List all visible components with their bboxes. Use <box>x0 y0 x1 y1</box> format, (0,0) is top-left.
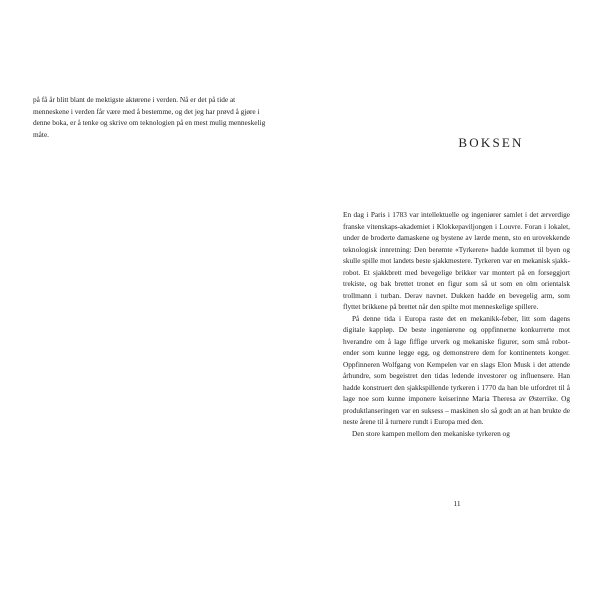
body-paragraph: Den store kampen mellom den mekaniske tyrkeren og <box>352 428 510 438</box>
body-paragraph: En dag i Paris i 1783 var intellektuelle og ingeniører samlet i det ærverdige franske vitenskaps-akademiet i Klokkepaviljongen i Louvre. Foran i lokalet, under de broderte damaskene og bystene av lærde menn, sto en urovekkende teknologisk innretning: Den berømte «Tyrkeren» hadde kommet til byen og skulle spille mot landets beste sjakkmestere. Tyrkeren var en mekanisk sjakk-robot. Et sjakkbrett med bevegelige brikker var montert på en forseggjort trekiste, og bak brettet tronet en figur som så ut som en olm orientalsk trollmann i turban. Derav navnet. Dukken hadde en bevegelig arm, som flyttet brikkene på brettet når den spilte mot menneskelige spillere. <box>343 210 570 311</box>
right-page-text <box>343 209 570 439</box>
right-page <box>300 0 600 600</box>
left-page-text <box>33 94 269 140</box>
left-paragraph: på få år blitt blant de mektigste aktørene i verden. Nå er det på tide at menneskene i verden får være med å bestemme, og det jeg har prøvd å gjøre i denne boka, er å tenke og skrive om teknologien på en mest mulig menneskelig måte. <box>33 95 266 139</box>
page-number: 11 <box>453 499 461 508</box>
chapter-title: BOKSEN <box>458 135 524 150</box>
body-paragraph: På denne tida i Europa raste det en mekanikk-feber, litt som dagens digitale kappløp. De beste ingeniørene og oppfinnerne konkurrerte mot hverandre om å lage fiffige urverk og mekaniske figurer, som små robot-ender som kunne legge egg, og demonstrere dem for kontinentets konger. Oppfinneren Wolfgang von Kempelen var en slags Elon Musk i det attende århundre, som begeistret den tidas ledende investorer og influensere. Han hadde konstruert den sjakkspillende tyrkeren i 1770 da han ble utfordret til å lage noe som kunne imponere keiserinne Maria Theresa av Østerrike. Og produktlanseringen var en suksess – maskinen slo så godt an at han brukte de neste årene til å turnere rundt i Europa med den. <box>343 313 570 426</box>
